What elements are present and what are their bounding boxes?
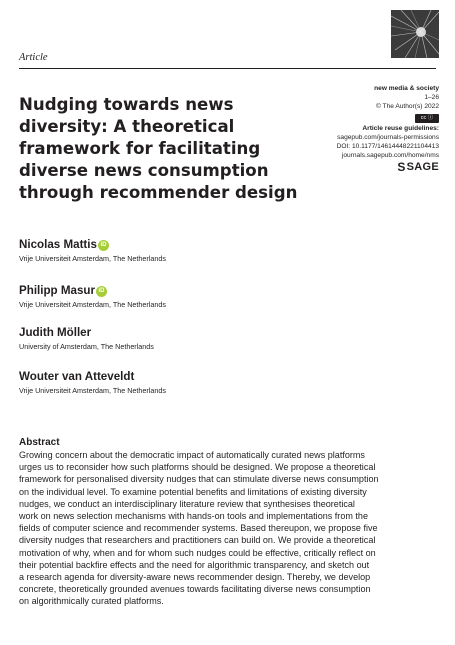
abstract-line: Growing concern about the democratic impact of automatically curated news platforms <box>19 450 365 460</box>
abstract-line: fields of computer science and recommender systems. Based thereupon, we propose five <box>19 523 378 534</box>
abstract-line: motivation of why, when and for whom such nudges could be effective, critically reflect on <box>19 547 376 558</box>
abstract-line: on algorithmically curated platforms. <box>19 596 164 607</box>
journal-homepage-link[interactable]: journals.sagepub.com/home/nms <box>341 152 439 160</box>
sage-mark-icon: S <box>397 160 406 175</box>
title-line: diverse news consumption <box>19 161 269 180</box>
sage-logo <box>289 161 439 174</box>
author-affiliation: University of Amsterdam, The Netherlands <box>19 342 154 351</box>
abstract-line: on the individual level. To examine potential benefits and limitations of existing diversity <box>19 486 367 497</box>
publisher-name: SAGE <box>406 161 439 174</box>
title-line: framework for facilitating <box>19 139 261 158</box>
author-block <box>19 284 166 310</box>
author-name: Wouter van Atteveldt <box>19 370 135 383</box>
abstract-line: urges us to reconsider how such platforms should be designed. We propose a theoretical <box>19 462 376 473</box>
copyright: © The Author(s) 2022 <box>375 103 439 111</box>
title-line: diversity: A theoretical <box>19 117 235 136</box>
author-name: Philipp Masur <box>19 284 96 297</box>
article-title <box>19 94 309 204</box>
abstract-body <box>19 449 439 608</box>
reuse-guidelines-label: Article reuse guidelines: <box>362 124 439 132</box>
abstract-line: a research agenda for diversity-aware news recommender design. Thereby, we develop <box>19 572 371 583</box>
abstract-line: nudges, we conduct an interdisciplinary literature review that synthesises theoretical <box>19 498 355 509</box>
doi-link[interactable]: DOI: 10.1177/14614448221104413 <box>336 143 439 151</box>
author-affiliation: Vrije Universiteit Amsterdam, The Netherlands <box>19 386 167 395</box>
orcid-icon[interactable]: iD <box>98 240 109 251</box>
journal-cover-image <box>391 10 439 58</box>
author-affiliation: Vrije Universiteit Amsterdam, The Netherlands <box>19 254 167 263</box>
author-name: Judith Möller <box>19 326 92 339</box>
journal-metadata <box>289 84 439 174</box>
author-affiliation: Vrije Universiteit Amsterdam, The Netherlands <box>19 300 167 309</box>
abstract-line: framework for personalised diversity nudges that can stimulate diverse news consumption <box>19 474 379 485</box>
orcid-icon[interactable]: iD <box>96 286 107 297</box>
title-line: Nudging towards news <box>19 95 234 114</box>
abstract-line: concrete, theoretically grounded avenues towards facilitating diverse news consumption <box>19 584 371 595</box>
cc-license-icon[interactable]: cc ⓘ <box>415 114 439 123</box>
abstract-line: their potential backfire effects and the need for algorithmic transparency, and sketch out <box>19 559 370 570</box>
abstract-line: work on news selection mechanisms with hands-on tools and implementations from the <box>19 511 368 522</box>
title-line: through recommender design <box>19 183 298 202</box>
journal-name: new media & society <box>374 85 439 92</box>
author-block <box>19 238 166 264</box>
author-name: Nicolas Mattis <box>19 238 97 251</box>
abstract-line: diversity nudges that researchers and practitioners can build on. We provide a theoretical <box>19 535 376 546</box>
page-range: 1–26 <box>424 94 439 102</box>
abstract-heading: Abstract <box>19 437 60 448</box>
author-block <box>19 370 166 396</box>
author-block <box>19 326 154 352</box>
reuse-guidelines-link[interactable]: sagepub.com/journals-permissions <box>337 133 439 141</box>
header-rule <box>19 68 436 69</box>
article-type-label: Article <box>19 52 48 63</box>
